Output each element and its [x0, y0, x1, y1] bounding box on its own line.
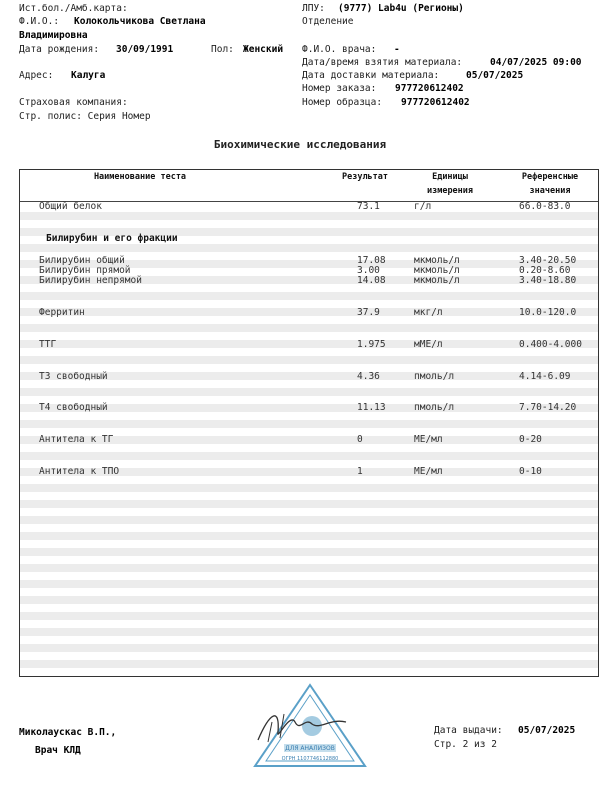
address-value: Калуга — [71, 70, 106, 81]
section-heading-bilirubin: Билирубин и его фракции — [46, 233, 178, 244]
doctor-name: Миколаускас В.П., — [19, 727, 117, 738]
row-ref: 66.0-83.0 — [519, 201, 571, 212]
row-ref: 0-10 — [519, 466, 542, 477]
table-stripe — [20, 292, 598, 300]
row-units: г/л — [414, 201, 432, 212]
column-header-units-2: измерения — [426, 186, 474, 196]
row-units: МЕ/мл — [414, 434, 443, 445]
table-stripe — [20, 420, 598, 428]
row-result: 11.13 — [357, 402, 386, 413]
delivery-value: 05/07/2025 — [466, 70, 524, 81]
table-stripe — [20, 676, 598, 677]
lpu-label: ЛПУ: — [302, 3, 325, 14]
table-stripe — [20, 596, 598, 604]
results-table — [19, 169, 599, 677]
page-number: Стр. 2 из 2 — [434, 739, 497, 750]
stamp-text-2: ОГРН 1107746112880 — [281, 756, 339, 762]
stamp-text-1: ДЛЯ АНАЛИЗОВ — [285, 745, 335, 752]
patient-name-line1: Колокольчикова Светлана — [74, 16, 206, 27]
table-stripe — [20, 564, 598, 572]
table-stripe — [20, 612, 598, 620]
table-stripe — [20, 660, 598, 668]
table-stripe — [20, 452, 598, 460]
sample-taken-label: Дата/время взятия материала: — [302, 57, 463, 68]
row-result: 37.9 — [357, 307, 380, 318]
column-header-name: Наименование теста — [93, 172, 187, 182]
sample-label: Номер образца: — [302, 97, 383, 108]
policy-label: Стр. полис: Серия Номер — [19, 111, 151, 122]
doctor-label: Ф.И.О. врача: — [302, 44, 377, 55]
row-result: 4.36 — [357, 371, 380, 382]
row-result: 1.975 — [357, 339, 386, 350]
sex-value: Женский — [243, 44, 284, 55]
stamp-signature — [250, 682, 370, 770]
sample-taken-value: 04/07/2025 09:00 — [490, 57, 582, 68]
row-units: пмоль/л — [414, 371, 455, 382]
table-stripe — [20, 324, 598, 332]
row-name: Антитела к ТПО — [39, 466, 120, 477]
row-result: 3.00 — [357, 265, 380, 276]
row-name: Билирубин прямой — [39, 265, 131, 276]
table-stripe — [20, 340, 598, 348]
address-label: Адрес: — [19, 70, 54, 81]
sex-label: Пол: — [211, 44, 234, 55]
row-name: Т4 свободный — [39, 402, 108, 413]
row-name: Общий белок — [39, 201, 102, 212]
card-label: Ист.бол./Амб.карта: — [19, 3, 128, 14]
column-header-result: Результат — [341, 172, 389, 182]
row-ref: 0-20 — [519, 434, 542, 445]
order-label: Номер заказа: — [302, 83, 377, 94]
row-units: мкг/л — [414, 307, 443, 318]
table-stripe — [20, 532, 598, 540]
column-header-ref-2: значения — [529, 186, 571, 196]
row-units: мкмоль/л — [414, 275, 460, 286]
row-result: 73.1 — [357, 201, 380, 212]
row-units: мкмоль/л — [414, 265, 460, 276]
table-stripe — [20, 516, 598, 524]
doctor-position: Врач КЛД — [35, 745, 81, 756]
row-ref: 3.40-20.50 — [519, 255, 577, 266]
dob-label: Дата рождения: — [19, 44, 100, 55]
row-ref: 0.20-8.60 — [519, 265, 571, 276]
table-stripe — [20, 356, 598, 364]
row-ref: 0.400-4.000 — [519, 339, 582, 350]
insurance-label: Страховая компания: — [19, 97, 128, 108]
table-stripe — [20, 580, 598, 588]
row-name: Т3 свободный — [39, 371, 108, 382]
issue-date-value: 05/07/2025 — [518, 725, 576, 736]
table-stripe — [20, 388, 598, 396]
issue-date-label: Дата выдачи: — [434, 725, 503, 736]
order-number: 977720612402 — [395, 83, 464, 94]
doctor-value: - — [394, 44, 400, 55]
sample-number: 977720612402 — [401, 97, 470, 108]
table-stripe — [20, 308, 598, 316]
row-name: ТТГ — [39, 339, 57, 350]
row-ref: 7.70-14.20 — [519, 402, 577, 413]
row-units: мМЕ/л — [414, 339, 443, 350]
column-header-ref-1: Референсные — [521, 172, 579, 182]
table-stripe — [20, 500, 598, 508]
dob-value: 30/09/1991 — [116, 44, 174, 55]
department-label: Отделение — [302, 16, 354, 27]
row-units: МЕ/мл — [414, 466, 443, 477]
row-name: Билирубин общий — [39, 255, 125, 266]
row-ref: 3.40-18.80 — [519, 275, 577, 286]
table-stripe — [20, 548, 598, 556]
row-result: 17.08 — [357, 255, 386, 266]
fio-label: Ф.И.О.: — [19, 16, 60, 27]
table-stripe — [20, 212, 598, 220]
patient-name-line2: Владимировна — [19, 30, 88, 41]
row-name: Ферритин — [39, 307, 85, 318]
row-ref: 10.0-120.0 — [519, 307, 577, 318]
row-units: пмоль/л — [414, 402, 455, 413]
delivery-label: Дата доставки материала: — [302, 70, 440, 81]
row-result: 0 — [357, 434, 363, 445]
section-title: Биохимические исследования — [213, 138, 387, 151]
lpu-value: (9777) Lab4u (Регионы) — [338, 3, 464, 14]
row-name: Билирубин непрямой — [39, 275, 142, 286]
doctor-signature-block — [19, 724, 116, 760]
row-name: Антитела к ТГ — [39, 434, 114, 445]
row-result: 1 — [357, 466, 363, 477]
header-divider — [20, 201, 598, 202]
column-header-units-1: Единицы — [432, 172, 468, 182]
table-stripe — [20, 244, 598, 252]
row-result: 14.08 — [357, 275, 386, 286]
row-units: мкмоль/л — [414, 255, 460, 266]
table-stripe — [20, 484, 598, 492]
table-stripe — [20, 628, 598, 636]
table-stripe — [20, 644, 598, 652]
row-ref: 4.14-6.09 — [519, 371, 571, 382]
